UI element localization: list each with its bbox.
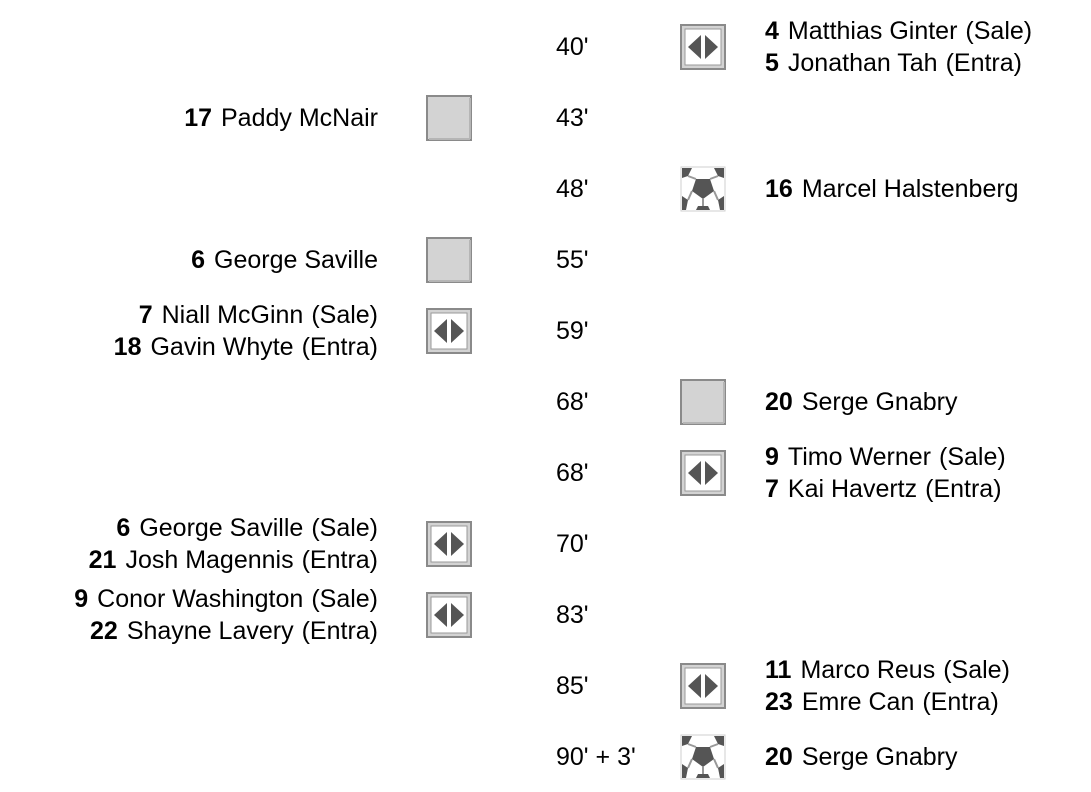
substitution-note: (Entra) — [301, 546, 378, 574]
event-players — [765, 438, 1006, 508]
player-line — [765, 173, 1019, 205]
player-number: 9 — [765, 443, 779, 471]
player-name[interactable]: Emre Can — [801, 688, 915, 716]
player-line — [765, 654, 1010, 686]
event-players — [74, 580, 378, 650]
player-line — [765, 15, 1032, 47]
event-minute: 48' — [556, 174, 589, 203]
player-number: 22 — [90, 617, 118, 645]
player-line — [116, 512, 378, 544]
player-number: 7 — [765, 475, 779, 503]
event-players — [89, 509, 378, 579]
event-players — [191, 225, 378, 295]
event-minute: 85' — [556, 671, 589, 700]
player-number: 7 — [138, 301, 153, 329]
event-row — [0, 438, 1091, 508]
player-name[interactable]: Jonathan Tah — [787, 49, 938, 77]
player-line — [765, 441, 1006, 473]
player-number: 9 — [74, 585, 89, 613]
event-players — [184, 83, 378, 153]
player-name[interactable]: Serge Gnabry — [801, 388, 958, 416]
player-name[interactable]: Timo Werner — [787, 443, 931, 471]
player-line — [139, 299, 378, 331]
player-number: 23 — [765, 688, 793, 716]
event-row — [0, 509, 1091, 579]
event-row — [0, 722, 1091, 792]
substitution-arrows-icon — [680, 24, 726, 70]
player-name[interactable]: Matthias Ginter — [787, 17, 958, 45]
player-number: 4 — [765, 17, 779, 45]
player-number: 20 — [765, 388, 793, 416]
event-players — [765, 367, 957, 437]
player-name[interactable]: Josh Magennis — [125, 546, 294, 574]
player-name[interactable]: Kai Havertz — [787, 475, 918, 503]
player-name[interactable]: Marco Reus — [800, 656, 936, 684]
event-row — [0, 83, 1091, 153]
player-line — [89, 544, 378, 576]
event-players — [114, 296, 378, 366]
substitution-note: (Entra) — [945, 49, 1022, 77]
event-minute: 40' — [556, 32, 589, 61]
player-line — [765, 741, 957, 773]
player-number: 20 — [765, 743, 793, 771]
player-name[interactable]: Shayne Lavery — [126, 617, 294, 645]
event-row — [0, 580, 1091, 650]
player-number: 11 — [765, 656, 792, 684]
player-line — [114, 331, 378, 363]
player-number: 17 — [184, 104, 212, 132]
card-icon — [426, 237, 472, 283]
event-minute: 55' — [556, 245, 589, 274]
substitution-note: (Sale) — [311, 585, 378, 613]
substitution-note: (Sale) — [943, 656, 1010, 684]
player-name[interactable]: George Saville — [214, 246, 378, 274]
substitution-arrows-icon — [680, 663, 726, 709]
substitution-arrows-icon — [680, 450, 726, 496]
player-name[interactable]: Conor Washington — [97, 585, 304, 613]
soccer-ball-icon — [680, 166, 726, 212]
substitution-note: (Entra) — [925, 475, 1002, 503]
event-row — [0, 367, 1091, 437]
substitution-note: (Sale) — [311, 301, 378, 329]
substitution-arrows-icon — [426, 308, 472, 354]
event-row — [0, 225, 1091, 295]
player-number: 21 — [88, 546, 117, 574]
player-line — [765, 686, 999, 718]
player-number: 5 — [765, 49, 779, 77]
card-icon — [426, 95, 472, 141]
event-players — [765, 722, 957, 792]
player-number: 18 — [113, 333, 142, 361]
event-minute: 90' + 3' — [556, 742, 636, 771]
player-name[interactable]: Serge Gnabry — [801, 743, 958, 771]
player-line — [765, 473, 1002, 505]
player-name[interactable]: Gavin Whyte — [150, 333, 294, 361]
player-name[interactable]: Paddy McNair — [221, 104, 378, 132]
event-minute: 83' — [556, 600, 589, 629]
player-name[interactable]: Marcel Halstenberg — [801, 175, 1019, 203]
event-row — [0, 296, 1091, 366]
substitution-note: (Entra) — [301, 617, 378, 645]
player-number: 16 — [765, 175, 793, 203]
player-line — [90, 615, 378, 647]
substitution-note: (Sale) — [939, 443, 1006, 471]
player-line — [191, 244, 378, 276]
player-name[interactable]: George Saville — [139, 514, 304, 542]
substitution-note: (Sale) — [965, 17, 1033, 45]
event-minute: 59' — [556, 316, 589, 345]
event-players — [765, 651, 1010, 721]
event-minute: 68' — [556, 458, 589, 487]
event-minute: 43' — [556, 103, 589, 132]
substitution-note: (Sale) — [311, 514, 378, 542]
player-name[interactable]: Niall McGinn — [161, 301, 304, 329]
substitution-note: (Entra) — [301, 333, 378, 361]
substitution-note: (Entra) — [922, 688, 999, 716]
event-minute: 70' — [556, 529, 589, 558]
player-line — [765, 386, 957, 418]
player-line — [74, 583, 378, 615]
event-players — [765, 12, 1032, 82]
card-icon — [680, 379, 726, 425]
event-players — [765, 154, 1019, 224]
event-row — [0, 154, 1091, 224]
event-minute: 68' — [556, 387, 589, 416]
event-row — [0, 12, 1091, 82]
substitution-arrows-icon — [426, 592, 472, 638]
player-line — [184, 102, 378, 134]
soccer-ball-icon — [680, 734, 726, 780]
player-number: 6 — [191, 246, 206, 274]
event-row — [0, 651, 1091, 721]
player-number: 6 — [116, 514, 131, 542]
player-line — [765, 47, 1022, 79]
substitution-arrows-icon — [426, 521, 472, 567]
